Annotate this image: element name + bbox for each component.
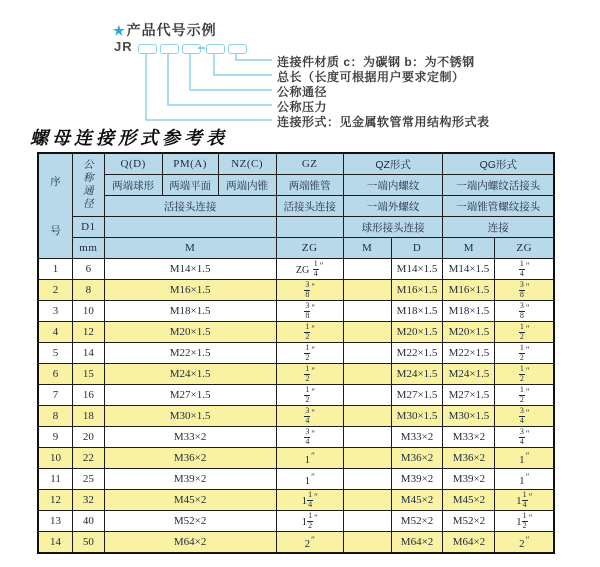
cell-m: M22×1.5 [104, 343, 276, 364]
size-value: $\frac{1}{2}$ ″ [519, 322, 530, 341]
cell-gz-zg [276, 490, 343, 511]
size-value: $\frac{1}{4}$ ″ [519, 259, 530, 278]
cell-qg-m: M52×2 [443, 511, 495, 532]
cell-qg-m: M30×1.5 [443, 406, 495, 427]
cell-no: 3 [38, 301, 73, 322]
cell-qg-m: M45×2 [443, 490, 495, 511]
cell-mm: 15 [73, 364, 105, 385]
size-value: 1 $\frac{1}{4}$ ″ [516, 490, 533, 509]
size-value: $\frac{1}{2}$ ″ [305, 322, 316, 341]
star-icon: ★ [113, 23, 126, 38]
cell-no: 8 [38, 406, 73, 427]
header-qz-sub2: 一端外螺纹 [343, 196, 443, 217]
cell-no: 14 [38, 532, 73, 554]
cell-qz-m [343, 532, 391, 554]
cell-mm: 22 [73, 448, 105, 469]
header-zg: ZG [276, 238, 343, 259]
label-pressure: 公称压力 [277, 100, 328, 114]
cell-gz-zg [276, 343, 343, 364]
cell-qg-zg [495, 427, 554, 448]
header-qz-sub3: 球形接头连接 [343, 217, 443, 238]
cell-mm: 20 [73, 427, 105, 448]
cell-qg-zg [495, 532, 554, 554]
cell-qg-m: M27×1.5 [443, 385, 495, 406]
cell-qg-zg [495, 511, 554, 532]
cell-qz-d: M39×2 [391, 469, 443, 490]
cell-m: M30×1.5 [104, 406, 276, 427]
cell-m: M18×1.5 [104, 301, 276, 322]
cell-qg-m: M14×1.5 [443, 259, 495, 280]
cell-qg-m: M64×2 [443, 532, 495, 554]
cell-mm: 8 [73, 280, 105, 301]
cell-mm: 16 [73, 385, 105, 406]
cell-qz-d: M14×1.5 [391, 259, 443, 280]
header-huojietou: 活接头连接 [104, 196, 276, 217]
header-col-qz: QZ形式 [343, 153, 443, 175]
cell-qg-zg [495, 280, 554, 301]
size-value: $\frac{1}{2}$ ″ [519, 343, 530, 362]
size-value: 1″ [304, 471, 315, 487]
cell-no: 6 [38, 364, 73, 385]
table-row [38, 343, 554, 364]
cell-no: 2 [38, 280, 73, 301]
header-col-nz: NZ(C) [218, 153, 276, 175]
cell-qz-d: M24×1.5 [391, 364, 443, 385]
cell-gz-zg [276, 532, 343, 554]
size-value: $\frac{3}{4}$ ″ [305, 427, 316, 446]
cell-gz-zg [276, 322, 343, 343]
table-row [38, 427, 554, 448]
cell-mm: 12 [73, 322, 105, 343]
table-row [38, 280, 554, 301]
cell-mm: 32 [73, 490, 105, 511]
cell-mm: 6 [73, 259, 105, 280]
cell-mm: 18 [73, 406, 105, 427]
size-value: 2″ [304, 534, 315, 550]
header-col-q: Q(D) [104, 153, 162, 175]
size-value: $\frac{3}{4}$ ″ [519, 427, 530, 446]
cell-no: 11 [38, 469, 73, 490]
cell-qz-m [343, 469, 391, 490]
cell-qz-d: M27×1.5 [391, 385, 443, 406]
table-row [38, 448, 554, 469]
size-value: $\frac{3}{8}$ ″ [519, 301, 530, 320]
cell-mm: 50 [73, 532, 105, 554]
size-value: 1″ [304, 450, 315, 466]
cell-m: M45×2 [104, 490, 276, 511]
cell-qz-d: M52×2 [391, 511, 443, 532]
cell-gz-zg [276, 406, 343, 427]
cell-qg-zg [495, 322, 554, 343]
header-row-5 [38, 238, 554, 259]
cell-m: M14×1.5 [104, 259, 276, 280]
header-d1: D1 [73, 217, 105, 238]
size-value: $\frac{1}{2}$ ″ [305, 343, 316, 362]
header-row-1 [38, 153, 554, 175]
cell-gz-zg [276, 448, 343, 469]
cell-qz-m [343, 322, 391, 343]
header-nz-sub: 两端内锥 [218, 175, 276, 196]
cell-qg-zg [495, 343, 554, 364]
cell-qg-zg [495, 301, 554, 322]
cell-qg-m: M24×1.5 [443, 364, 495, 385]
diagram-title-text: 产品代号示例 [126, 22, 217, 38]
cell-no: 4 [38, 322, 73, 343]
cell-qz-d: M45×2 [391, 490, 443, 511]
cell-qg-zg [495, 490, 554, 511]
header-empty-1 [104, 217, 276, 238]
cell-no: 13 [38, 511, 73, 532]
size-value: $\frac{3}{4}$ ″ [305, 406, 316, 425]
code-prefix: JR [114, 39, 133, 54]
cell-no: 5 [38, 343, 73, 364]
header-q-sub: 两端球形 [104, 175, 162, 196]
xuhao-char-2: 号 [50, 225, 61, 237]
cell-gz-zg [276, 427, 343, 448]
cell-qz-d: M33×2 [391, 427, 443, 448]
cell-qg-zg [495, 385, 554, 406]
cell-m: M64×2 [104, 532, 276, 554]
size-value: $\frac{3}{8}$ ″ [305, 301, 316, 320]
header-qz-m: M [343, 238, 391, 259]
cell-no: 7 [38, 385, 73, 406]
cell-m: M24×1.5 [104, 364, 276, 385]
header-m: M [104, 238, 276, 259]
cell-qg-zg [495, 259, 554, 280]
header-qz-sub1: 一端内螺纹 [343, 175, 443, 196]
table-row [38, 259, 554, 280]
header-qg-m: M [443, 238, 495, 259]
size-value: $\frac{1}{2}$ ″ [305, 385, 316, 404]
cell-gz-zg [276, 511, 343, 532]
cell-m: M20×1.5 [104, 322, 276, 343]
cell-qz-m [343, 364, 391, 385]
cell-no: 10 [38, 448, 73, 469]
header-row-3 [38, 196, 554, 217]
cell-qz-m [343, 406, 391, 427]
cell-m: M27×1.5 [104, 385, 276, 406]
cell-gz-zg [276, 259, 343, 280]
header-qg-zg: ZG [495, 238, 554, 259]
table-row [38, 406, 554, 427]
cell-qz-m [343, 511, 391, 532]
size-value: $\frac{3}{8}$ ″ [305, 280, 316, 299]
cell-qz-m [343, 385, 391, 406]
cell-qg-m: M18×1.5 [443, 301, 495, 322]
header-pm-sub: 两端平面 [162, 175, 218, 196]
cell-qg-m: M39×2 [443, 469, 495, 490]
label-length: 总长（长度可根据用户要求定制） [277, 70, 465, 84]
label-material: 连接件材质 c：为碳钢 b：为不锈钢 [277, 55, 475, 69]
header-col-qg: QG形式 [443, 153, 554, 175]
cell-mm: 40 [73, 511, 105, 532]
table-row [38, 511, 554, 532]
cell-mm: 14 [73, 343, 105, 364]
cell-qz-d: M18×1.5 [391, 301, 443, 322]
cell-qz-d: M22×1.5 [391, 343, 443, 364]
cell-m: M16×1.5 [104, 280, 276, 301]
table-row [38, 490, 554, 511]
cell-m: M52×2 [104, 511, 276, 532]
cell-qz-m [343, 343, 391, 364]
cell-qg-m: M33×2 [443, 427, 495, 448]
header-gz-sub2: 活接头连接 [276, 196, 343, 217]
cell-qg-zg [495, 364, 554, 385]
table-body [38, 259, 554, 554]
size-value: $\frac{3}{8}$ ″ [519, 280, 530, 299]
cell-gz-zg [276, 364, 343, 385]
cell-qz-d: M16×1.5 [391, 280, 443, 301]
label-connection: 连接形式：见金属软管常用结构形式表 [277, 115, 490, 129]
header-tongjing: 公 称 通 径 [73, 153, 105, 217]
header-qg-sub2: 一端锥管螺纹接头 [443, 196, 554, 217]
cell-qg-m: M16×1.5 [443, 280, 495, 301]
cell-qz-d: M64×2 [391, 532, 443, 554]
cell-qz-m [343, 490, 391, 511]
xuhao-gap [40, 189, 71, 223]
size-value: 1 $\frac{1}{4}$ ″ [301, 490, 318, 509]
header-row-2 [38, 175, 554, 196]
size-value: ZG $\frac{1}{4}$ ″ [295, 259, 324, 278]
cell-qz-m [343, 427, 391, 448]
cell-qg-zg [495, 469, 554, 490]
table-title: 螺母连接形式参考表 [30, 128, 228, 148]
table-row [38, 532, 554, 554]
header-col-gz: GZ [276, 153, 343, 175]
size-value: 1″ [519, 450, 530, 466]
cell-qz-d: M30×1.5 [391, 406, 443, 427]
cell-qg-m: M22×1.5 [443, 343, 495, 364]
cell-qz-m [343, 280, 391, 301]
table-row [38, 469, 554, 490]
cell-mm: 10 [73, 301, 105, 322]
cell-qz-m [343, 301, 391, 322]
cell-qg-m: M36×2 [443, 448, 495, 469]
cell-qz-m [343, 448, 391, 469]
header-qg-sub1: 一端内螺纹活接头 [443, 175, 554, 196]
cell-qg-zg [495, 406, 554, 427]
cell-mm: 25 [73, 469, 105, 490]
cell-gz-zg [276, 469, 343, 490]
size-value: 1 $\frac{1}{2}$ ″ [301, 511, 318, 530]
cell-m: M36×2 [104, 448, 276, 469]
cell-m: M39×2 [104, 469, 276, 490]
table-row [38, 385, 554, 406]
cell-no: 12 [38, 490, 73, 511]
cell-qz-m [343, 259, 391, 280]
size-value: 1 $\frac{1}{2}$ ″ [516, 511, 533, 530]
size-value: 2″ [519, 534, 530, 550]
size-value: $\frac{1}{2}$ ″ [305, 364, 316, 383]
cell-qz-d: M36×2 [391, 448, 443, 469]
header-qz-d: D [391, 238, 443, 259]
table-row [38, 301, 554, 322]
xuhao-char-1: 序 [50, 176, 61, 188]
header-row-4 [38, 217, 554, 238]
header-mm: mm [73, 238, 105, 259]
size-value: $\frac{3}{4}$ ″ [519, 406, 530, 425]
header-empty-2 [276, 217, 343, 238]
size-value: $\frac{1}{2}$ ″ [519, 385, 530, 404]
cell-no: 1 [38, 259, 73, 280]
nut-connection-table [37, 152, 555, 554]
cell-gz-zg [276, 280, 343, 301]
header-gz-sub: 两端锥管 [276, 175, 343, 196]
cell-qg-zg [495, 448, 554, 469]
cell-m: M33×2 [104, 427, 276, 448]
header-col-pm: PM(A) [162, 153, 218, 175]
cell-qz-d: M20×1.5 [391, 322, 443, 343]
header-xuhao [38, 153, 73, 259]
cell-qg-m: M20×1.5 [443, 322, 495, 343]
header-qg-sub3: 连接 [443, 217, 554, 238]
size-value: $\frac{1}{2}$ ″ [519, 364, 530, 383]
cell-gz-zg [276, 385, 343, 406]
cell-no: 9 [38, 427, 73, 448]
cell-gz-zg [276, 301, 343, 322]
table-row [38, 364, 554, 385]
label-diameter: 公称通径 [277, 85, 328, 99]
size-value: 1″ [519, 471, 530, 487]
table-row [38, 322, 554, 343]
